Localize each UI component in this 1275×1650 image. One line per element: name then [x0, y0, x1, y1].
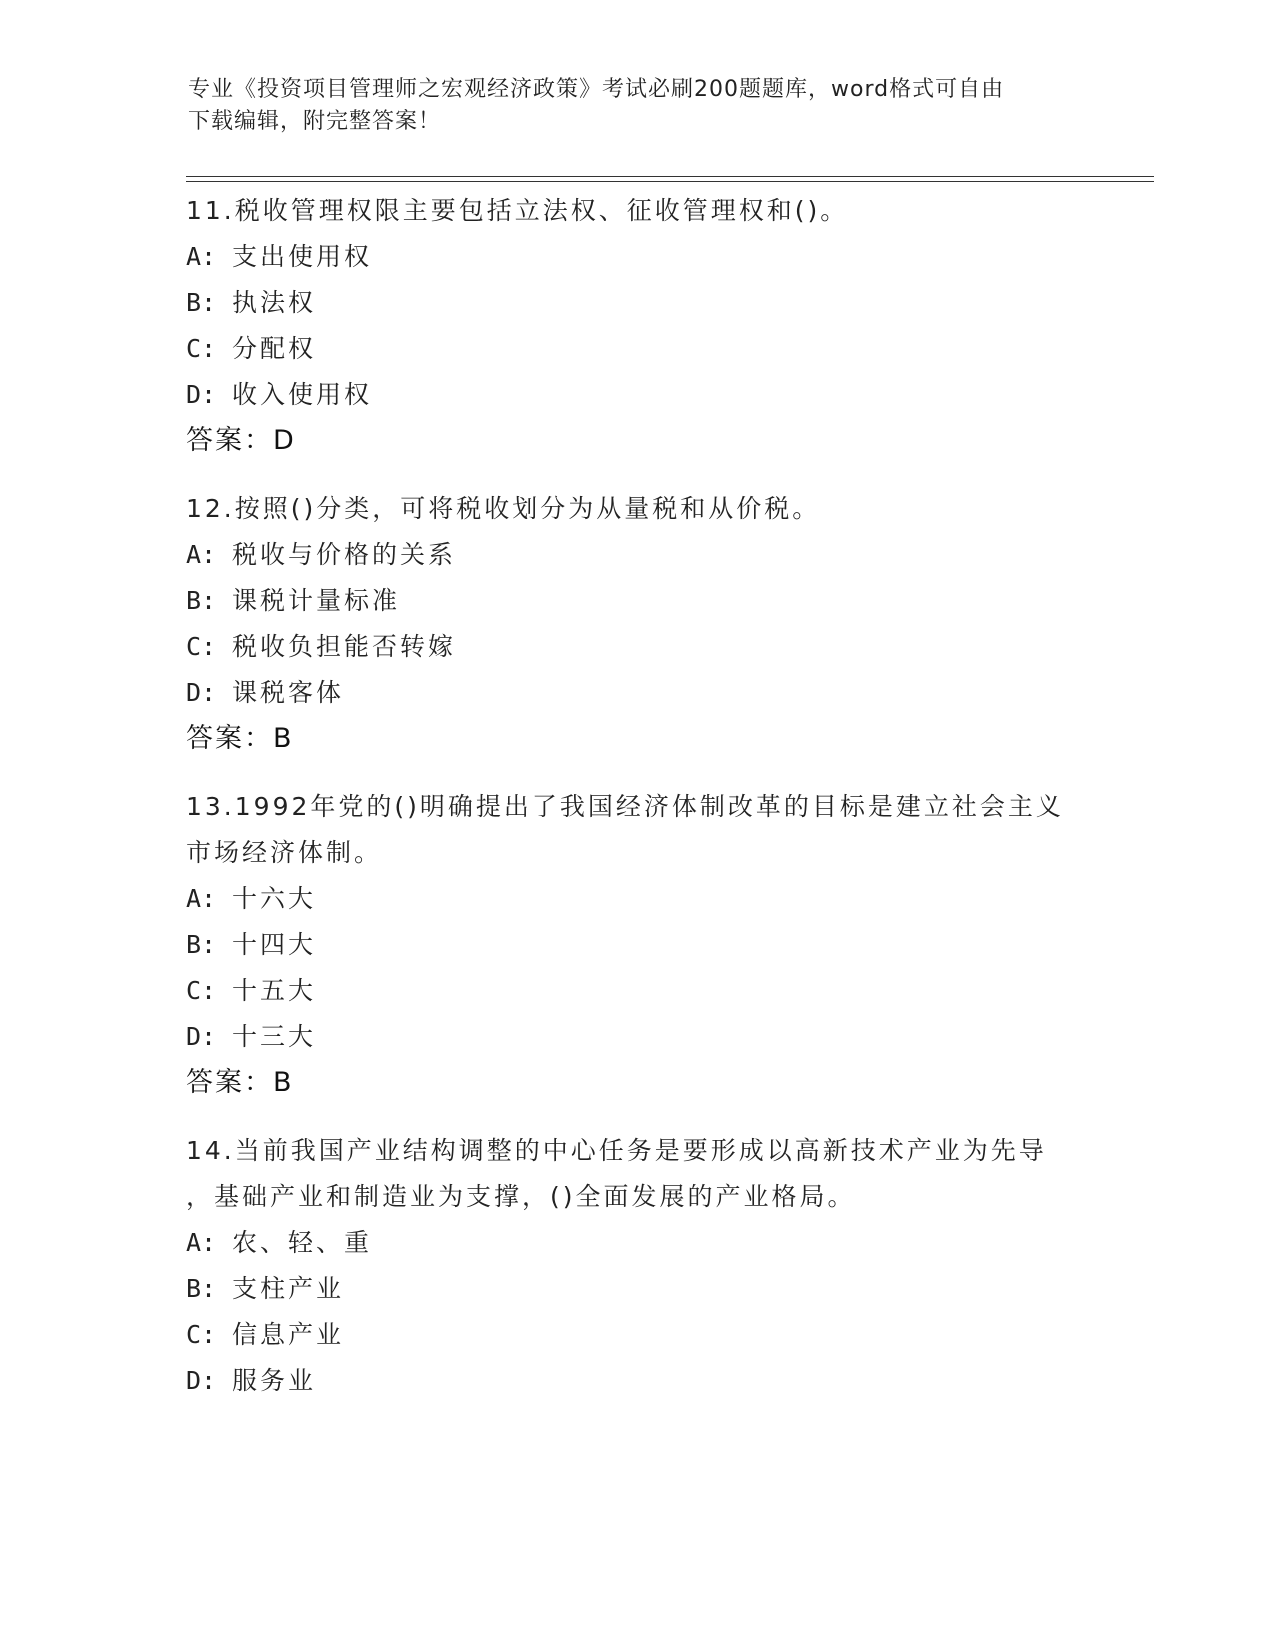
option-letter: A:	[186, 1228, 217, 1257]
question-stem-line: 12.按照()分类，可将税收划分为从量税和从价税。	[186, 494, 821, 523]
answer-label: 答案：B	[186, 1067, 294, 1098]
header-line-1: 专业《投资项目管理师之宏观经济政策》考试必刷200题题库，word格式可自由	[188, 77, 1005, 102]
option-c	[186, 326, 1086, 372]
option-text: 十五大	[232, 976, 317, 1005]
option-c	[186, 1312, 1086, 1358]
question-14	[186, 1128, 1086, 1404]
option-text: 十六大	[232, 884, 317, 913]
question-stem-line: 11.税收管理权限主要包括立法权、征收管理权和()。	[186, 196, 849, 225]
option-b	[186, 280, 1086, 326]
document-header	[188, 74, 1068, 138]
option-b	[186, 1266, 1086, 1312]
question-stem-line: ，基础产业和制造业为支撑，()全面发展的产业格局。	[186, 1182, 856, 1211]
question-stem	[186, 1128, 1086, 1220]
question-13	[186, 784, 1086, 1106]
option-letter: A:	[186, 242, 217, 271]
option-letter: C:	[186, 632, 217, 661]
question-12	[186, 486, 1086, 762]
option-letter: D:	[186, 1366, 217, 1395]
option-letter: D:	[186, 678, 217, 707]
option-text: 税收负担能否转嫁	[232, 632, 457, 661]
option-text: 课税客体	[232, 678, 345, 707]
question-stem-line: 14.当前我国产业结构调整的中心任务是要形成以高新技术产业为先导	[186, 1136, 1047, 1165]
question-11	[186, 188, 1086, 464]
question-stem-line: 13.1992年党的()明确提出了我国经济体制改革的目标是建立社会主义	[186, 792, 1064, 821]
option-list	[186, 876, 1086, 1060]
option-letter: C:	[186, 1320, 217, 1349]
header-divider-top	[186, 176, 1154, 177]
option-list	[186, 234, 1086, 418]
option-c	[186, 968, 1086, 1014]
option-list	[186, 532, 1086, 716]
option-c	[186, 624, 1086, 670]
option-text: 信息产业	[232, 1320, 345, 1349]
question-list	[186, 188, 1086, 1426]
option-a	[186, 876, 1086, 922]
option-letter: D:	[186, 380, 217, 409]
option-d	[186, 670, 1086, 716]
option-a	[186, 532, 1086, 578]
answer-label: 答案：B	[186, 723, 294, 754]
question-stem	[186, 486, 1086, 532]
option-text: 支出使用权	[232, 242, 373, 271]
option-text: 收入使用权	[232, 380, 373, 409]
question-stem	[186, 784, 1086, 876]
option-text: 税收与价格的关系	[232, 540, 457, 569]
answer-label: 答案：D	[186, 425, 296, 456]
option-text: 十三大	[232, 1022, 317, 1051]
option-letter: B:	[186, 288, 217, 317]
option-letter: B:	[186, 586, 217, 615]
option-letter: A:	[186, 884, 217, 913]
option-a	[186, 1220, 1086, 1266]
option-b	[186, 578, 1086, 624]
option-letter: C:	[186, 334, 217, 363]
option-list	[186, 1220, 1086, 1404]
question-stem	[186, 188, 1086, 234]
option-b	[186, 922, 1086, 968]
option-text: 农、轻、重	[232, 1228, 373, 1257]
option-d	[186, 372, 1086, 418]
option-text: 服务业	[232, 1366, 317, 1395]
header-line-2: 下载编辑，附完整答案！	[188, 109, 442, 134]
option-letter: B:	[186, 930, 217, 959]
option-a	[186, 234, 1086, 280]
option-text: 课税计量标准	[232, 586, 401, 615]
option-text: 支柱产业	[232, 1274, 345, 1303]
option-d	[186, 1014, 1086, 1060]
option-d	[186, 1358, 1086, 1404]
option-text: 十四大	[232, 930, 317, 959]
question-stem-line: 市场经济体制。	[186, 838, 383, 867]
option-letter: C:	[186, 976, 217, 1005]
option-letter: D:	[186, 1022, 217, 1051]
option-letter: A:	[186, 540, 217, 569]
option-text: 执法权	[232, 288, 317, 317]
header-divider-bottom	[186, 181, 1154, 182]
option-text: 分配权	[232, 334, 317, 363]
option-letter: B:	[186, 1274, 217, 1303]
